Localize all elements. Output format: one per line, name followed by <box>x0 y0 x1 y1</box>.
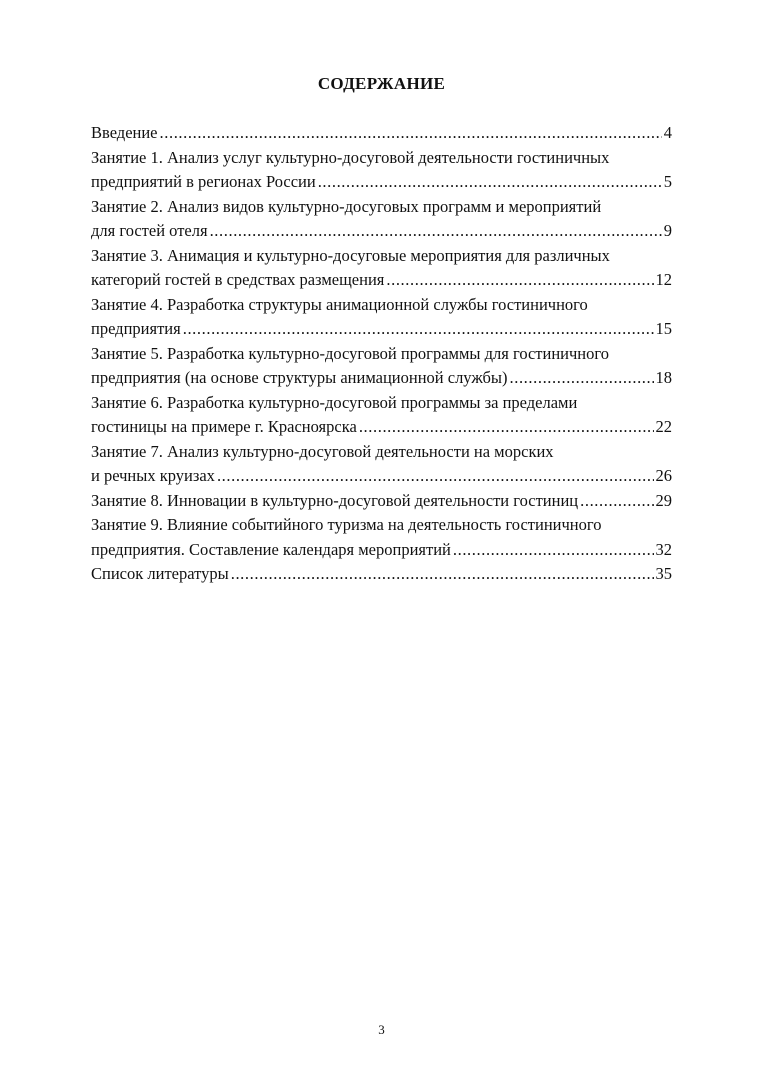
toc-entry-title-line-2: предприятия (на основе структуры анимационной службы) <box>91 368 508 387</box>
toc-entry-last-line <box>91 538 672 563</box>
toc-entry-page: 29 <box>655 490 672 510</box>
toc-entry[interactable] <box>91 489 672 514</box>
toc-entry-title-line-1: Занятие 5. Разработка культурно-досуговой программы для гостиничного <box>91 343 609 363</box>
toc-dot-leader <box>160 121 662 146</box>
toc-entry-title-line-1: Занятие 3. Анимация и культурно-досуговые мероприятия для различных <box>91 245 610 265</box>
toc-entry-title-line-1: Занятие 4. Разработка структуры анимационной службы гостиничного <box>91 294 588 314</box>
toc-entry-page: 26 <box>655 466 672 485</box>
toc-entry[interactable] <box>91 562 672 587</box>
toc-entry-title: Занятие 8. Инновации в культурно-досуговой деятельности гостиниц <box>91 490 579 510</box>
toc-dot-leader <box>183 317 654 342</box>
toc-dot-leader <box>210 219 662 244</box>
toc-entry-title-line-2: предприятий в регионах России <box>91 172 316 191</box>
toc-dot-leader <box>359 415 654 440</box>
toc-dot-leader <box>217 464 654 489</box>
toc-entry-title-line-2: категорий гостей в средствах размещения <box>91 270 385 289</box>
toc-entry-page: 4 <box>663 123 672 142</box>
toc-entry-title-line-2: и речных круизах <box>91 466 215 485</box>
toc-entry-last-line <box>91 464 672 489</box>
toc-entry-last-line <box>91 121 672 146</box>
toc-entry-page: 18 <box>655 368 672 387</box>
toc-entry-page: 22 <box>655 417 672 436</box>
toc-entry-title-line-1: Занятие 7. Анализ культурно-досуговой деятельности на морских <box>91 441 554 461</box>
toc-entry[interactable] <box>91 513 672 562</box>
toc-entry-title-line-1: Занятие 6. Разработка культурно-досуговой программы за пределами <box>91 392 578 412</box>
toc-dot-leader <box>231 562 654 587</box>
toc-entry[interactable] <box>91 293 672 342</box>
toc-entry-last-line <box>91 317 672 342</box>
toc-title: СОДЕРЖАНИЕ <box>317 74 446 93</box>
toc-entry-page: 35 <box>655 564 672 583</box>
toc-entry[interactable] <box>91 195 672 244</box>
toc-entry-page: 9 <box>663 221 672 240</box>
toc-entry-title-line-1: Занятие 9. Влияние событийного туризма на деятельность гостиничного <box>91 515 602 534</box>
toc-dot-leader <box>318 170 662 195</box>
toc-dot-leader <box>453 538 654 563</box>
toc-entry-title-line-2: гостиницы на примере г. Красноярска <box>91 417 357 436</box>
toc-entry-last-line <box>91 268 672 293</box>
toc-entry-title: Список литературы <box>91 564 229 583</box>
toc-dot-leader <box>580 489 653 514</box>
toc-entry-page: 12 <box>655 270 672 289</box>
toc-entry-page: 32 <box>655 539 672 559</box>
toc-entry-title-line-1: Занятие 1. Анализ услуг культурно-досуговой деятельности гостиничных <box>91 147 610 167</box>
toc-entry-title-line-2: предприятия. Составление календаря мероприятий <box>91 539 451 559</box>
toc-entry-last-line <box>91 366 672 391</box>
toc-dot-leader <box>510 366 654 391</box>
toc-entry[interactable] <box>91 121 672 146</box>
toc-entry-title-line-2: для гостей отеля <box>91 221 208 240</box>
toc-entry-title: Введение <box>91 123 158 142</box>
toc-entry-last-line <box>91 170 672 195</box>
page-number: 3 <box>378 1022 385 1037</box>
toc-entry-last-line <box>91 562 672 587</box>
toc-entry-title-line-2: предприятия <box>91 319 181 338</box>
toc-entry-last-line <box>91 415 672 440</box>
toc-entry[interactable] <box>91 440 672 489</box>
toc-entry-title-line-1: Занятие 2. Анализ видов культурно-досуговых программ и мероприятий <box>91 196 602 216</box>
toc-list <box>91 121 672 587</box>
toc-entry[interactable] <box>91 342 672 391</box>
toc-entry[interactable] <box>91 391 672 440</box>
toc-entry-page: 15 <box>655 319 672 338</box>
toc-entry-page: 5 <box>663 172 672 191</box>
toc-entry[interactable] <box>91 244 672 293</box>
toc-dot-leader <box>386 268 653 293</box>
toc-entry-last-line <box>91 219 672 244</box>
toc-entry[interactable] <box>91 146 672 195</box>
toc-entry-last-line <box>91 489 672 514</box>
